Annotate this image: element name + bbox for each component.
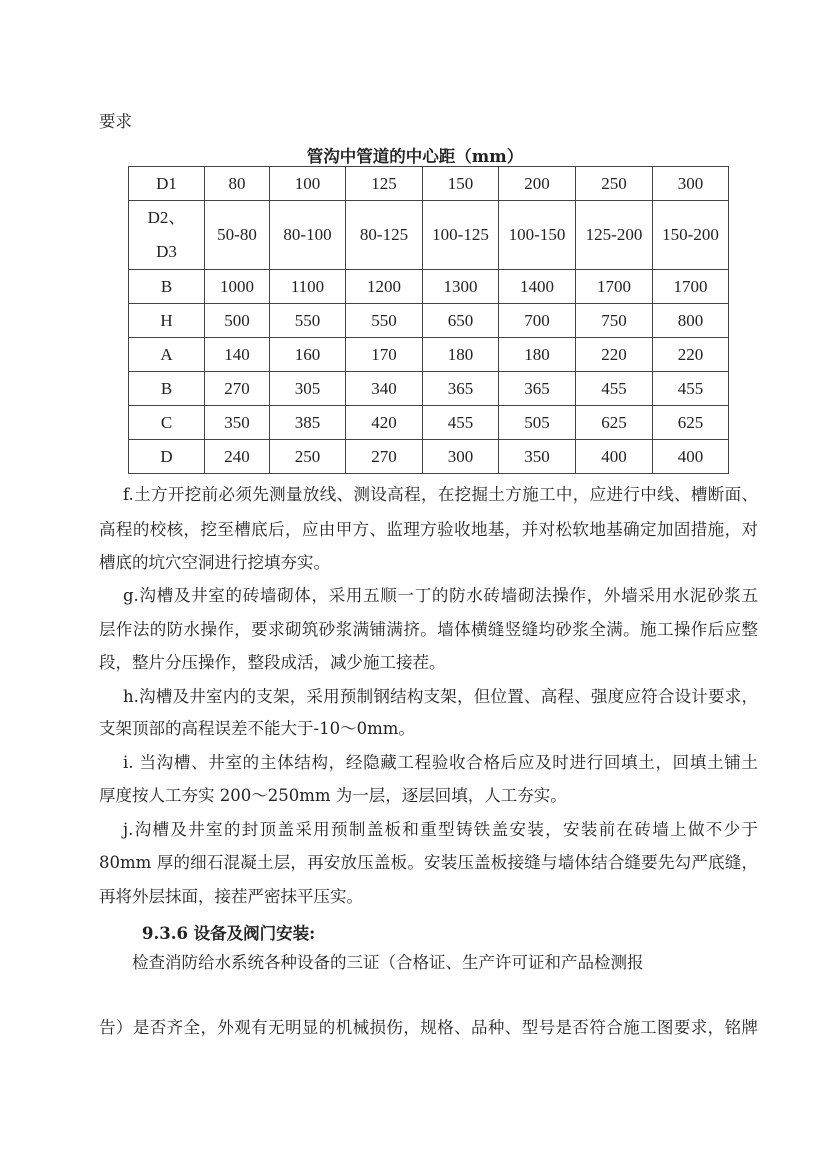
table-cell: 1200 <box>346 270 423 304</box>
table-cell: 250 <box>270 440 346 474</box>
paragraph-line: 支架顶部的高程误差不能大于-10～0mm。 <box>99 719 415 738</box>
row-header-cell: H <box>129 304 205 338</box>
table-row <box>129 304 729 338</box>
paragraph-line: j.沟槽及井室的封顶盖采用预制盖板和重型铸铁盖安装，安装前在砖墙上做不少于 <box>123 820 758 839</box>
table-cell: 1700 <box>653 270 729 304</box>
table-cell: 100-125 <box>423 201 499 270</box>
table-cell: 1700 <box>576 270 653 304</box>
row-header-cell: D1 <box>129 167 205 201</box>
table-cell: 1100 <box>270 270 346 304</box>
paragraph-line: i. 当沟槽、井室的主体结构，经隐藏工程验收合格后应及时进行回填土，回填土铺土 <box>123 753 758 772</box>
table-cell: 270 <box>205 372 270 406</box>
table-cell: 1000 <box>205 270 270 304</box>
table-cell: 385 <box>270 406 346 440</box>
table-cell: 150-200 <box>653 201 729 270</box>
table-row <box>129 338 729 372</box>
table-cell: 625 <box>576 406 653 440</box>
table-cell: 305 <box>270 372 346 406</box>
paragraph-line: 厚度按人工夯实 200～250mm 为一层，逐层回填，人工夯实。 <box>99 786 567 805</box>
table-cell: 400 <box>653 440 729 474</box>
table-cell: 160 <box>270 338 346 372</box>
pipe-spacing-table <box>128 166 729 474</box>
paragraph-line: 槽底的坑穴空洞进行挖填夯实。 <box>99 553 330 572</box>
table-cell: 250 <box>576 167 653 201</box>
paragraph-line: f.土方开挖前必须先测量放线、测设高程，在挖掘土方施工中，应进行中线、槽断面、 <box>123 485 758 504</box>
section-heading: 9.3.6 设备及阀门安装: <box>142 924 316 943</box>
table-cell: 170 <box>346 338 423 372</box>
table-cell: 180 <box>499 338 576 372</box>
table-cell: 800 <box>653 304 729 338</box>
table-cell: 50-80 <box>205 201 270 270</box>
paragraph-line: 再将外层抹面，接茬严密抹平压实。 <box>99 887 363 906</box>
table-row <box>129 406 729 440</box>
table-cell: 150 <box>423 167 499 201</box>
table-cell: 220 <box>576 338 653 372</box>
table-cell: 80-125 <box>346 201 423 270</box>
table-cell: 400 <box>576 440 653 474</box>
row-header-cell: B <box>129 270 205 304</box>
table-cell: 100 <box>270 167 346 201</box>
table-cell: 1300 <box>423 270 499 304</box>
table-cell: 220 <box>653 338 729 372</box>
row-header-cell: D <box>129 440 205 474</box>
table-cell: 270 <box>346 440 423 474</box>
table-cell: 350 <box>205 406 270 440</box>
table-cell: 505 <box>499 406 576 440</box>
table-cell: 1400 <box>499 270 576 304</box>
paragraph-line: g.沟槽及井室的砖墙砌体，采用五顺一丁的防水砖墙砌法操作，外墙采用水泥砂浆五 <box>123 586 758 605</box>
table-cell: 340 <box>346 372 423 406</box>
table-cell: 455 <box>576 372 653 406</box>
table-row <box>129 270 729 304</box>
table-row <box>129 167 729 201</box>
table-cell: 455 <box>423 406 499 440</box>
table-cell: 550 <box>270 304 346 338</box>
table-cell: 240 <box>205 440 270 474</box>
row-header-label: D2、D3 <box>147 208 186 261</box>
table-cell: 365 <box>499 372 576 406</box>
table-cell: 365 <box>423 372 499 406</box>
section-text-line: 检查消防给水系统各种设备的三证（合格证、生产许可证和产品检测报 <box>132 953 644 972</box>
paragraph-line: 80mm 厚的细石混凝土层，再安放压盖板。安装压盖板接缝与墙体结合缝要先勾严底缝， <box>99 853 758 872</box>
table-cell: 80-100 <box>270 201 346 270</box>
table-cell: 650 <box>423 304 499 338</box>
table-cell: 100-150 <box>499 201 576 270</box>
table-cell: 125-200 <box>576 201 653 270</box>
table-cell: 200 <box>499 167 576 201</box>
table-cell: 550 <box>346 304 423 338</box>
row-header-cell: C <box>129 406 205 440</box>
table-cell: 300 <box>653 167 729 201</box>
table-cell: 140 <box>205 338 270 372</box>
table-cell: 420 <box>346 406 423 440</box>
section-text-line: 告）是否齐全，外观有无明显的机械损伤，规格、品种、型号是否符合施工图要求，铭牌 <box>99 1018 758 1037</box>
table-cell: 350 <box>499 440 576 474</box>
table-cell: 455 <box>653 372 729 406</box>
paragraph-line: h.沟槽及井室内的支架，采用预制钢结构支架，但位置、高程、强度应符合设计要求， <box>123 687 758 706</box>
table-cell: 80 <box>205 167 270 201</box>
table-cell: 500 <box>205 304 270 338</box>
intro-fragment: 要求 <box>99 112 132 131</box>
row-header-cell: B <box>129 372 205 406</box>
table-cell: 125 <box>346 167 423 201</box>
table-cell: 300 <box>423 440 499 474</box>
table-title: 管沟中管道的中心距（mm） <box>306 147 524 166</box>
table-row <box>129 440 729 474</box>
row-header-cell <box>129 201 205 270</box>
table-row <box>129 372 729 406</box>
paragraph-line: 段，整片分压操作，整段成活，减少施工接茬。 <box>99 653 446 672</box>
table-row <box>129 201 729 270</box>
table-cell: 750 <box>576 304 653 338</box>
table-cell: 180 <box>423 338 499 372</box>
row-header-cell: A <box>129 338 205 372</box>
paragraph-line: 层作法的防水操作，要求砌筑砂浆满铺满挤。墙体横缝竖缝均砂浆全满。施工操作后应整 <box>99 620 758 639</box>
table-cell: 700 <box>499 304 576 338</box>
table-cell: 625 <box>653 406 729 440</box>
paragraph-line: 高程的校核，挖至槽底后，应由甲方、监理方验收地基，并对松软地基确定加固措施，对 <box>99 520 758 539</box>
